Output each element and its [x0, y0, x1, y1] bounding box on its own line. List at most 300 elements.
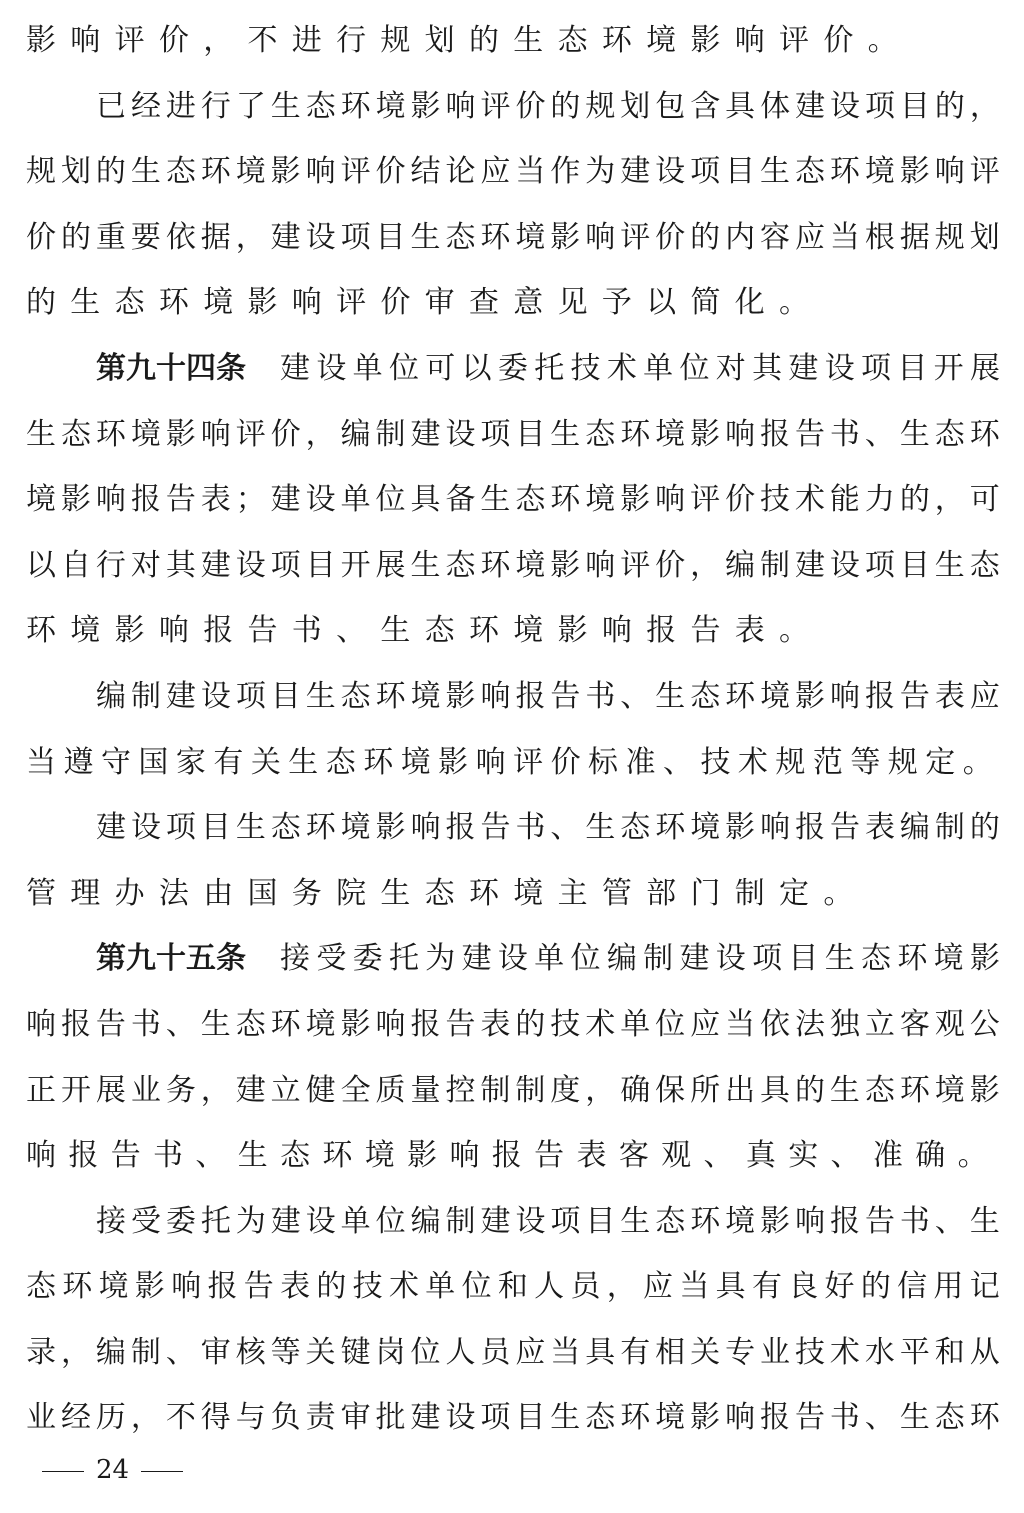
- glyph: 单: [534, 941, 565, 977]
- glyph: 不: [165, 1400, 196, 1436]
- glyph: ，: [606, 1269, 637, 1305]
- line-text-wrap: [280, 336, 1000, 402]
- text-line: [26, 1123, 1000, 1189]
- glyph: 评: [779, 23, 810, 58]
- glyph: 报: [130, 482, 161, 518]
- glyph: 态: [340, 678, 371, 714]
- glyph: 不: [247, 23, 278, 58]
- glyph: 规: [887, 744, 918, 780]
- glyph: 响: [291, 285, 322, 321]
- glyph: ，: [200, 1072, 231, 1108]
- glyph: 生: [270, 88, 301, 124]
- glyph: 范: [812, 744, 843, 780]
- glyph: 环: [550, 482, 581, 518]
- glyph: 设: [655, 154, 686, 190]
- glyph: 对: [130, 547, 161, 583]
- glyph: 的: [550, 88, 581, 124]
- glyph: 国: [247, 875, 278, 911]
- glyph: 环: [969, 416, 1000, 452]
- glyph: 环: [200, 154, 231, 190]
- glyph: 报: [760, 1400, 791, 1436]
- glyph: 评: [340, 154, 371, 190]
- glyph: 告: [864, 1203, 895, 1239]
- article-number: 第九十五条: [96, 941, 246, 977]
- glyph: 可: [425, 350, 456, 386]
- glyph: 境: [130, 416, 161, 452]
- glyph: 的: [316, 1269, 347, 1305]
- glyph: 的: [60, 219, 91, 255]
- glyph: 响: [449, 1138, 480, 1174]
- glyph: 等: [270, 1334, 301, 1370]
- glyph: 影: [690, 1400, 721, 1436]
- glyph: 设: [130, 810, 161, 846]
- glyph: 影: [375, 810, 406, 846]
- line-text-wrap: [280, 926, 1000, 992]
- glyph: 设: [497, 941, 528, 977]
- glyph: 能: [829, 482, 860, 518]
- glyph: 意: [513, 285, 544, 321]
- glyph: 核: [235, 1334, 266, 1370]
- glyph: 响: [445, 88, 476, 124]
- glyph: 表: [576, 1138, 607, 1174]
- glyph: 目: [897, 350, 928, 386]
- glyph: 表: [934, 678, 965, 714]
- glyph: 委: [165, 1203, 196, 1239]
- glyph: 设: [824, 350, 855, 386]
- glyph: 态: [424, 613, 455, 649]
- glyph: 术: [829, 1334, 860, 1370]
- glyph: 响: [601, 613, 632, 649]
- glyph: ，: [60, 1334, 91, 1370]
- glyph: 影: [26, 23, 56, 58]
- text-line: [26, 533, 1000, 599]
- glyph: 影: [690, 416, 721, 452]
- glyph: 当: [550, 1334, 581, 1370]
- glyph: 评: [336, 285, 367, 321]
- glyph: 设: [235, 547, 266, 583]
- glyph: 当: [515, 154, 546, 190]
- glyph: 经: [60, 1400, 91, 1436]
- glyph: 生: [829, 1072, 860, 1108]
- text-line: [26, 598, 1000, 664]
- glyph: 态: [305, 88, 336, 124]
- glyph: ，: [203, 23, 234, 58]
- glyph: 对: [715, 350, 746, 386]
- glyph: 用: [933, 1269, 964, 1305]
- glyph: 、: [620, 678, 651, 714]
- glyph: 公: [969, 1006, 1000, 1042]
- glyph: 依: [165, 219, 196, 255]
- glyph: 单: [340, 1203, 371, 1239]
- glyph: 建: [795, 88, 826, 124]
- glyph: 态: [60, 416, 91, 452]
- glyph: 编: [95, 1334, 126, 1370]
- glyph: 制: [445, 1203, 476, 1239]
- glyph: 实: [788, 1138, 819, 1174]
- glyph: 态: [655, 1203, 686, 1239]
- glyph: 态: [934, 1400, 965, 1436]
- glyph: 术: [388, 1269, 419, 1305]
- text-line: [26, 861, 1000, 927]
- glyph: 含: [690, 88, 721, 124]
- glyph: 位: [679, 350, 710, 386]
- glyph: 告: [110, 1138, 141, 1174]
- glyph: 项: [235, 678, 266, 714]
- glyph: 展: [969, 350, 1000, 386]
- glyph: 应: [690, 1006, 721, 1042]
- glyph: 响: [725, 416, 756, 452]
- glyph: 建: [235, 1072, 266, 1108]
- glyph: 信: [897, 1269, 928, 1305]
- glyph: 响: [158, 613, 189, 649]
- glyph: 生: [550, 416, 581, 452]
- glyph: 由: [203, 875, 234, 911]
- glyph: 确: [620, 1072, 651, 1108]
- glyph: 价: [270, 416, 301, 452]
- glyph: 的: [468, 23, 499, 58]
- glyph: 、: [195, 1138, 226, 1174]
- glyph: 报: [864, 678, 895, 714]
- glyph: 影: [340, 1006, 371, 1042]
- glyph: 应: [643, 1269, 674, 1305]
- glyph: ，: [969, 88, 1000, 124]
- glyph: 。: [779, 613, 810, 649]
- glyph: 设: [445, 1400, 476, 1436]
- glyph: 报: [445, 810, 476, 846]
- document-body: [26, 8, 1000, 1451]
- glyph: 价: [655, 547, 686, 583]
- glyph: 查: [468, 285, 499, 321]
- glyph: 境: [70, 613, 101, 649]
- glyph: 制: [734, 875, 765, 911]
- glyph: 生: [237, 1138, 268, 1174]
- glyph: 客: [899, 1006, 930, 1042]
- glyph: 项: [752, 941, 783, 977]
- glyph: 单: [643, 350, 674, 386]
- glyph: 应: [480, 154, 511, 190]
- glyph: 影: [690, 23, 721, 58]
- glyph: 影: [445, 678, 476, 714]
- glyph: 境: [515, 219, 546, 255]
- glyph: 告: [550, 678, 581, 714]
- glyph: 建: [270, 1203, 301, 1239]
- glyph: 报: [515, 678, 546, 714]
- glyph: 备: [445, 482, 476, 518]
- footer-dash-left: [42, 1471, 84, 1472]
- glyph: 评: [513, 744, 544, 780]
- glyph: 力: [864, 482, 895, 518]
- glyph: 影: [557, 613, 588, 649]
- glyph: 响: [734, 23, 765, 58]
- glyph: 环: [690, 1203, 721, 1239]
- glyph: 目: [515, 1400, 546, 1436]
- glyph: 建: [200, 547, 231, 583]
- glyph: 境: [235, 154, 266, 190]
- glyph: 责: [305, 1400, 336, 1436]
- glyph: 设: [305, 219, 336, 255]
- glyph: 为: [235, 1203, 266, 1239]
- glyph: 以: [461, 350, 492, 386]
- glyph: 管: [26, 875, 56, 911]
- glyph: 有: [213, 744, 244, 780]
- glyph: 态: [165, 154, 196, 190]
- glyph: 负: [270, 1400, 301, 1436]
- glyph: 境: [98, 1269, 129, 1305]
- glyph: 制: [934, 810, 965, 846]
- glyph: 定: [779, 875, 810, 911]
- glyph: 接: [96, 1203, 126, 1239]
- glyph: 。: [957, 1138, 988, 1174]
- glyph: 项: [165, 810, 196, 846]
- glyph: 境: [400, 744, 431, 780]
- glyph: 、: [864, 416, 895, 452]
- glyph: 告: [165, 482, 196, 518]
- glyph: 境: [646, 23, 677, 58]
- glyph: 根: [864, 219, 895, 255]
- glyph: 管: [601, 875, 632, 911]
- glyph: 境: [340, 810, 371, 846]
- glyph: 技: [794, 1334, 825, 1370]
- glyph: 理: [70, 875, 101, 911]
- glyph: 业: [760, 1334, 791, 1370]
- glyph: 环: [158, 285, 189, 321]
- glyph: 告: [794, 416, 825, 452]
- glyph: 响: [475, 744, 506, 780]
- glyph: 响: [410, 810, 441, 846]
- glyph: 影: [165, 416, 196, 452]
- text-line: [26, 467, 1000, 533]
- glyph: 生: [288, 744, 319, 780]
- glyph: 托: [200, 1203, 231, 1239]
- glyph: 术: [737, 744, 768, 780]
- glyph: 当: [679, 1269, 710, 1305]
- glyph: 生: [934, 547, 965, 583]
- glyph: 告: [794, 1400, 825, 1436]
- glyph: 务: [165, 1072, 196, 1108]
- glyph: 、: [662, 744, 693, 780]
- glyph: 建: [410, 416, 441, 452]
- glyph: 态: [445, 219, 476, 255]
- glyph: 专: [725, 1334, 756, 1370]
- glyph: 表: [864, 810, 895, 846]
- glyph: 制: [130, 1334, 161, 1370]
- glyph: 影: [247, 285, 278, 321]
- glyph: 门: [690, 875, 721, 911]
- glyph: 影: [725, 810, 756, 846]
- glyph: 报: [60, 1006, 91, 1042]
- text-line: [26, 336, 1000, 402]
- glyph: 技: [550, 1006, 581, 1042]
- glyph: 和: [934, 1334, 965, 1370]
- glyph: 评: [480, 88, 511, 124]
- glyph: 环: [26, 613, 56, 649]
- glyph: 的: [26, 285, 56, 321]
- glyph: 接: [280, 941, 310, 977]
- glyph: 环: [897, 941, 928, 977]
- glyph: 项: [270, 547, 301, 583]
- glyph: 设: [305, 1203, 336, 1239]
- glyph: 划: [620, 88, 651, 124]
- glyph: 生: [480, 482, 511, 518]
- glyph: 报: [646, 613, 677, 649]
- glyph: 评: [690, 482, 721, 518]
- glyph: 生: [969, 1203, 1000, 1239]
- glyph: 受: [316, 941, 347, 977]
- glyph: 响: [171, 1269, 202, 1305]
- glyph: 审: [424, 285, 455, 321]
- glyph: 影: [270, 154, 301, 190]
- glyph: 。: [962, 744, 993, 780]
- glyph: 关: [250, 744, 281, 780]
- glyph: 环: [620, 1400, 651, 1436]
- glyph: 设: [829, 547, 860, 583]
- glyph: 、: [864, 1400, 895, 1436]
- glyph: 价: [375, 154, 406, 190]
- glyph: 作: [550, 154, 581, 190]
- glyph: 规: [26, 154, 56, 190]
- glyph: 设: [445, 416, 476, 452]
- glyph: 准: [625, 744, 656, 780]
- glyph: 建: [480, 1203, 511, 1239]
- glyph: 可: [969, 482, 1000, 518]
- glyph: 编: [96, 678, 126, 714]
- glyph: 划: [969, 219, 1000, 255]
- glyph: 员: [480, 1334, 511, 1370]
- glyph: 态: [325, 744, 356, 780]
- glyph: 态: [794, 154, 825, 190]
- glyph: 环: [969, 1400, 1000, 1436]
- glyph: 建: [270, 482, 301, 518]
- glyph: 位: [410, 1334, 441, 1370]
- glyph: 生: [380, 613, 411, 649]
- glyph: 目: [305, 547, 336, 583]
- glyph: 告: [830, 810, 861, 846]
- glyph: 控: [445, 1072, 476, 1108]
- glyph: 托: [388, 941, 419, 977]
- glyph: 评: [114, 23, 145, 58]
- glyph: 建: [620, 154, 651, 190]
- glyph: 关: [690, 1334, 721, 1370]
- glyph: 术: [606, 350, 637, 386]
- glyph: 质: [375, 1072, 406, 1108]
- glyph: 告: [243, 1269, 274, 1305]
- glyph: 据: [200, 219, 231, 255]
- glyph: 评: [969, 154, 1000, 190]
- glyph: 生: [70, 285, 101, 321]
- glyph: 编: [725, 547, 756, 583]
- glyph: 术: [585, 1006, 616, 1042]
- glyph: 报: [410, 1006, 441, 1042]
- glyph: 行: [200, 88, 231, 124]
- glyph: 守: [100, 744, 131, 780]
- glyph: 论: [445, 154, 476, 190]
- glyph: 报: [491, 1138, 522, 1174]
- glyph: 表: [480, 1006, 511, 1042]
- glyph: 价: [550, 744, 581, 780]
- glyph: 化: [734, 285, 765, 321]
- glyph: 当: [829, 219, 860, 255]
- glyph: 生: [824, 941, 855, 977]
- glyph: 设: [715, 941, 746, 977]
- glyph: 项: [480, 1400, 511, 1436]
- glyph: ；: [235, 482, 266, 518]
- glyph: 技: [570, 350, 601, 386]
- glyph: 书: [585, 678, 616, 714]
- glyph: 价: [515, 88, 546, 124]
- glyph: 目: [375, 219, 406, 255]
- glyph: 岗: [375, 1334, 406, 1370]
- footer-dash-right: [141, 1471, 183, 1472]
- glyph: 位: [570, 941, 601, 977]
- glyph: 、: [703, 1138, 734, 1174]
- glyph: 出: [725, 1072, 756, 1108]
- glyph: 设: [305, 482, 336, 518]
- glyph: 规: [775, 744, 806, 780]
- glyph: 院: [336, 875, 367, 911]
- glyph: 见: [557, 285, 588, 321]
- glyph: 业: [26, 1400, 56, 1436]
- glyph: 书: [130, 1006, 161, 1042]
- glyph: 影: [550, 547, 581, 583]
- glyph: 受: [130, 1203, 161, 1239]
- glyph: 生: [585, 810, 616, 846]
- glyph: 经: [130, 88, 161, 124]
- text-line: [26, 926, 1000, 992]
- glyph: 生: [899, 1400, 930, 1436]
- glyph: 价: [823, 23, 854, 58]
- glyph: 划: [60, 154, 91, 190]
- glyph: 内: [725, 219, 756, 255]
- glyph: 生: [760, 154, 791, 190]
- glyph: 办: [114, 875, 145, 911]
- glyph: 态: [969, 547, 1000, 583]
- glyph: 建: [270, 219, 301, 255]
- glyph: 响: [585, 219, 616, 255]
- glyph: 报: [207, 1269, 238, 1305]
- glyph: 评: [620, 547, 651, 583]
- glyph: 环: [601, 23, 632, 58]
- glyph: 重: [95, 219, 126, 255]
- glyph: 、: [550, 810, 581, 846]
- glyph: 立: [270, 1072, 301, 1108]
- glyph: 当: [26, 744, 56, 780]
- glyph: 评: [235, 416, 266, 452]
- glyph: 的: [934, 88, 965, 124]
- glyph: 包: [655, 88, 686, 124]
- glyph: 建: [461, 941, 492, 977]
- text-line: [26, 1189, 1000, 1255]
- text-line: [26, 664, 1000, 730]
- text-line: [26, 992, 1000, 1058]
- glyph: 环: [468, 613, 499, 649]
- glyph: 影: [407, 1138, 438, 1174]
- glyph: 报: [830, 1203, 861, 1239]
- glyph: 托: [534, 350, 565, 386]
- glyph: 态: [26, 1269, 56, 1305]
- glyph: 价: [655, 219, 686, 255]
- glyph: 简: [690, 285, 721, 321]
- glyph: 报: [68, 1138, 99, 1174]
- glyph: 响: [480, 678, 511, 714]
- glyph: 好: [824, 1269, 855, 1305]
- glyph: 进: [291, 23, 322, 58]
- glyph: 态: [270, 810, 301, 846]
- glyph: 价: [725, 482, 756, 518]
- glyph: 态: [235, 1006, 266, 1042]
- glyph: 真: [745, 1138, 776, 1174]
- text-line: [26, 795, 1000, 861]
- glyph: 得: [200, 1400, 231, 1436]
